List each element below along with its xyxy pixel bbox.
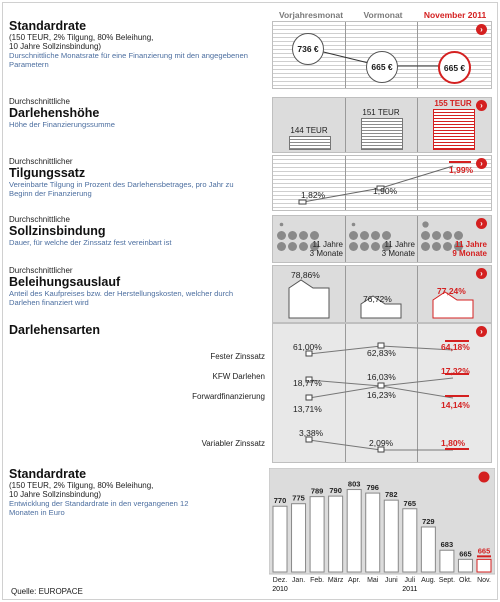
beleihung-prev-year: 78,86%: [291, 270, 320, 280]
bar-value-10: 665: [459, 549, 472, 559]
header-current: November 2011: [423, 10, 487, 20]
standardrate-panel: [272, 21, 492, 89]
bar-value-9: 683: [440, 540, 454, 550]
bar-6: [384, 500, 398, 572]
darlehensarten-title: Darlehensarten: [9, 323, 101, 337]
bar-9: [440, 550, 454, 572]
category-label-4: Apr.: [347, 577, 361, 584]
forward-prev-year: 13,71%: [293, 404, 322, 414]
darlehenshoehe-panel: [272, 97, 492, 153]
forward-prev-month: 16,23%: [367, 390, 396, 400]
category-label-11: Nov.: [477, 577, 491, 584]
tilgung-current: 1,99%: [449, 165, 474, 175]
bar-current-marker: [477, 555, 491, 557]
fest-prev-month: 62,83%: [367, 348, 396, 358]
sollzins-prev-month: [375, 240, 415, 258]
dot-icon: [299, 231, 308, 240]
darlehenshoehe-title: Darlehenshöhe: [9, 106, 100, 120]
verlauf-params2: 10 Jahre Sollzinsbindung): [9, 490, 102, 499]
rate-prev-month: 665 €: [366, 51, 398, 83]
bar-value-4: 803: [347, 479, 361, 489]
dot-icon: [371, 231, 380, 240]
bar-value-1: 775: [292, 493, 305, 503]
loan-current-label: 155 TEUR: [434, 99, 472, 108]
bar-7: [403, 509, 417, 572]
darlehenshoehe-small: Durchschnittliche: [9, 97, 70, 106]
bar-value-11: 665: [477, 546, 491, 556]
category-label-10: Okt.: [459, 577, 472, 584]
sollzins-panel: [272, 215, 492, 263]
arrow-icon[interactable]: ›: [476, 100, 487, 111]
kfw-current: 17,32%: [441, 366, 470, 376]
bar-10: [458, 559, 472, 572]
bar-4: [347, 490, 361, 572]
variabel-prev-year: 3,38%: [299, 428, 324, 438]
arrow-icon[interactable]: [479, 472, 490, 483]
sollzins-title: Sollzinsbindung: [9, 224, 106, 238]
darlehensarten-panel: [272, 323, 492, 463]
sollzins-prev-year: [303, 240, 343, 258]
sollzins-current-months: 9 Monate: [452, 249, 487, 258]
arrow-icon[interactable]: ›: [476, 268, 487, 279]
column-divider: [417, 98, 418, 152]
dot-icon: [310, 231, 319, 240]
bar-value-3: 790: [329, 486, 342, 496]
dot-icon: [421, 242, 430, 251]
variabel-current: 1,80%: [441, 438, 466, 448]
loan-prev-year-bar: [289, 136, 331, 150]
arrow-icon[interactable]: ›: [476, 158, 487, 169]
category-label-1: Jan.: [291, 577, 306, 584]
category-label-0: Dez.: [272, 577, 288, 584]
arrow-icon[interactable]: ›: [476, 326, 487, 337]
beleihung-small: Durchschnittlicher: [9, 266, 73, 275]
darlehenshoehe-desc: Höhe der Finanzierungssumme: [9, 120, 115, 129]
bar-value-6: 782: [385, 490, 398, 500]
sollzins-prev-year-years: 11 Jahre: [312, 240, 343, 249]
standardrate-params2: 10 Jahre Sollzinsbindung): [9, 42, 102, 51]
dot-icon: [277, 231, 286, 240]
standardrate-title: Standardrate: [9, 19, 87, 33]
bar-8: [421, 527, 435, 572]
dot-icon: [349, 231, 358, 240]
dot-icon: [352, 223, 356, 227]
kfw-prev-month: 16,03%: [367, 372, 396, 382]
bar-value-0: 770: [273, 496, 287, 506]
infographic-frame: [2, 2, 498, 600]
loan-current-bar: [433, 109, 475, 150]
sollzins-prev-month-years: 11 Jahre: [384, 240, 415, 249]
beleihung-panel: [272, 265, 492, 323]
dot-icon: [443, 231, 452, 240]
bar-value-2: 789: [310, 486, 324, 496]
category-label-7: Juli: [404, 577, 416, 584]
source-label: Quelle: EUROPACE: [11, 587, 83, 596]
arrow-icon[interactable]: ›: [476, 218, 487, 229]
bar-0: [273, 506, 287, 572]
beleihung-desc: Anteil des Kaufpreises bzw. der Herstellungskosten, welcher durch Darlehen finanziert wird: [9, 289, 234, 307]
standardrate-bar-chart: [269, 468, 495, 596]
tilgung-current-marker: [449, 161, 471, 163]
rate-prev-year: 736 €: [292, 33, 324, 65]
tilgungssatz-title: Tilgungssatz: [9, 166, 86, 180]
bar-2: [310, 497, 324, 572]
beleihung-prev-month: 76,72%: [363, 294, 392, 304]
bar-3: [329, 496, 343, 572]
row-label-variabel: Variabler Zinssatz: [201, 439, 265, 448]
dot-icon: [277, 242, 286, 251]
standardrate-desc: Durschnittliche Monatsrate für eine Finanzierung mit den angegebenen Parametern: [9, 51, 248, 69]
sollzins-current-years: 11 Jahre: [454, 240, 487, 249]
year-end-label: 2011: [402, 586, 418, 593]
dot-icon: [288, 231, 297, 240]
row-label-forward: Forwardfinanzierung: [192, 392, 265, 401]
bar-value-5: 796: [366, 483, 379, 493]
dot-icon: [432, 242, 441, 251]
arrow-icon[interactable]: ›: [476, 24, 487, 35]
loan-prev-year-label: 144 TEUR: [290, 126, 328, 135]
forward-current: 14,14%: [441, 400, 470, 410]
dot-icon: [360, 242, 369, 251]
tilgung-prev-month: 1,90%: [373, 186, 398, 196]
bar-5: [366, 493, 380, 572]
category-label-9: Sept.: [438, 577, 456, 584]
bar-value-7: 765: [403, 498, 417, 508]
sollzins-small: Durchschnittliche: [9, 215, 70, 224]
category-label-8: Aug.: [421, 577, 436, 584]
header-prev-year: Vorjahresmonat: [278, 10, 344, 20]
verlauf-title: Standardrate: [9, 467, 87, 481]
verlauf-desc: Entwicklung der Standardrate in den vergangenen 12 Monaten in Euro: [9, 499, 189, 517]
dot-icon: [421, 231, 430, 240]
category-label-3: März: [327, 577, 344, 584]
row-label-fest: Fester Zinssatz: [210, 352, 265, 361]
standardrate-params: (150 TEUR, 2% Tilgung, 80% Beleihung,: [9, 33, 154, 42]
verlauf-params: (150 TEUR, 2% Tilgung, 80% Beleihung,: [9, 481, 154, 490]
dot-icon: [432, 231, 441, 240]
dot-icon: [280, 223, 284, 227]
column-divider: [345, 98, 346, 152]
bar-value-8: 729: [422, 516, 435, 526]
column-divider: [417, 216, 418, 262]
dot-icon: [454, 231, 463, 240]
dot-icon: [349, 242, 358, 251]
beleihung-current: 77,24%: [437, 286, 466, 296]
row-label-kfw: KFW Darlehen: [212, 372, 265, 381]
tilgungssatz-desc: Vereinbarte Tilgung in Prozent des Darlehensbetrages, pro Jahr zu Beginn der Finanzierung: [9, 180, 234, 198]
category-label-5: Mai: [367, 577, 379, 584]
dot-icon: [360, 231, 369, 240]
variabel-prev-month: 2,09%: [369, 438, 394, 448]
category-label-6: Juni: [384, 577, 398, 584]
sollzins-prev-month-months: 3 Monate: [381, 249, 415, 258]
tilgungssatz-small: Durchschnittlicher: [9, 157, 73, 166]
sollzins-desc: Dauer, für welche der Zinssatz fest vereinbart ist: [9, 238, 172, 247]
year-start-label: 2010: [272, 586, 288, 593]
tilgung-prev-year: 1,82%: [301, 190, 326, 200]
dot-icon: [382, 231, 391, 240]
dot-icon: [288, 242, 297, 251]
loan-prev-month-bar: [361, 118, 403, 150]
loan-prev-month-label: 151 TEUR: [362, 108, 400, 117]
rate-current: 665 €: [438, 51, 471, 84]
beleihung-title: Beleihungsauslauf: [9, 275, 121, 289]
dot-icon: [422, 221, 428, 227]
column-divider: [345, 216, 346, 262]
header-prev-month: Vormonat: [363, 10, 403, 20]
fest-prev-year: 61,00%: [293, 342, 322, 352]
fest-current: 64,18%: [441, 342, 470, 352]
tilgungssatz-panel: [272, 155, 492, 211]
sollzins-prev-year-months: 3 Monate: [309, 249, 343, 258]
bar-1: [292, 504, 306, 572]
kfw-prev-year: 18,77%: [293, 378, 322, 388]
category-label-2: Feb.: [310, 577, 325, 584]
sollzins-current: [447, 240, 487, 258]
bar-11: [477, 559, 491, 572]
